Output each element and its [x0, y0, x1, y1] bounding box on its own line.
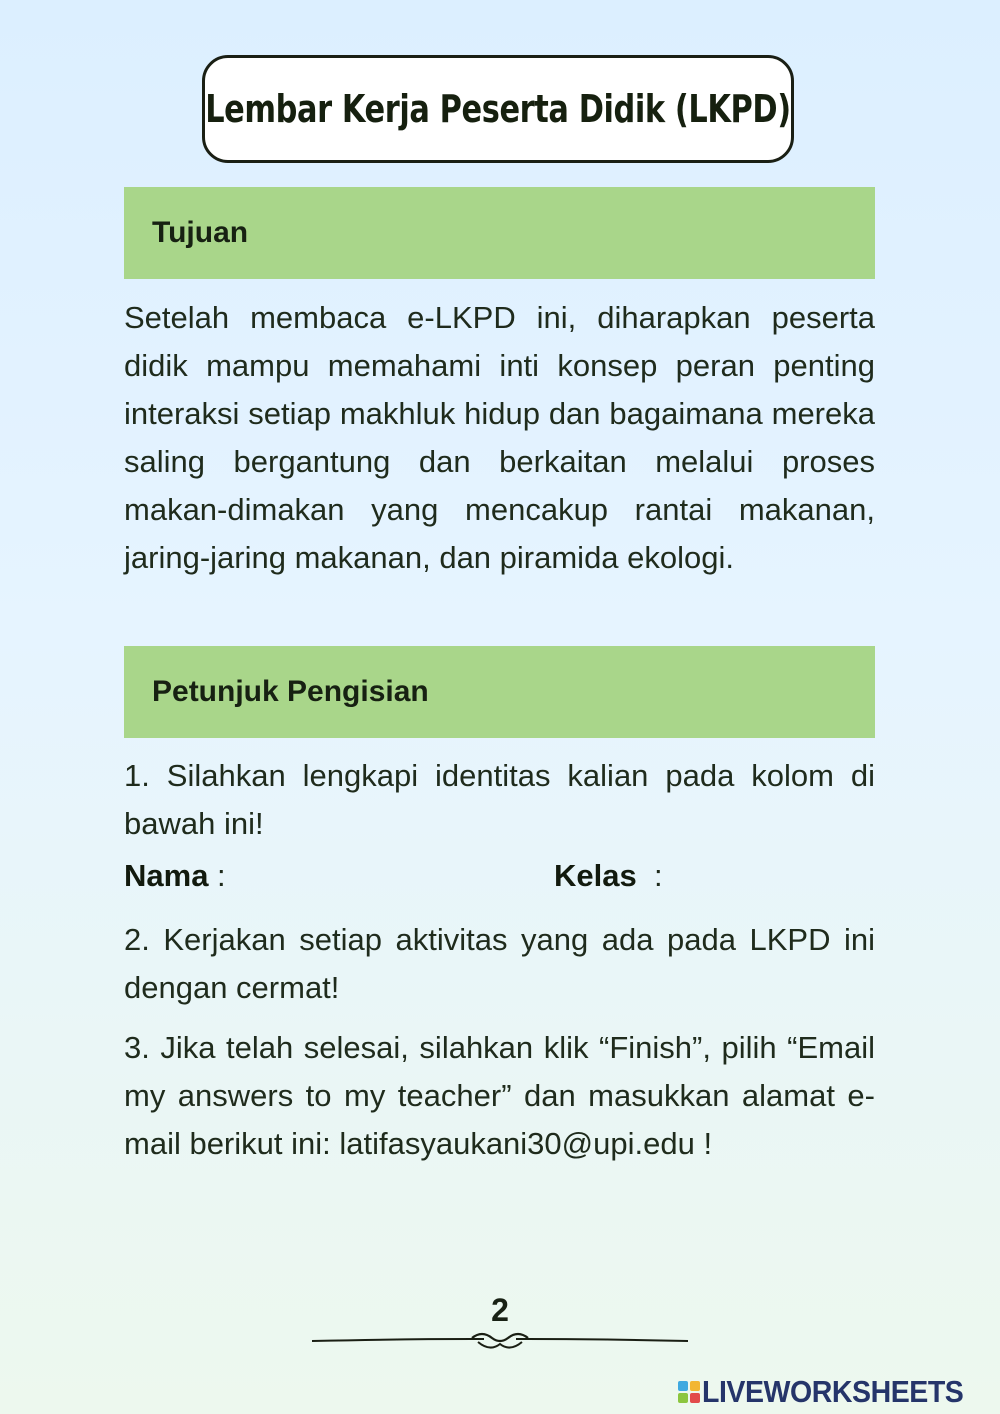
title-box	[202, 55, 794, 163]
instruction-step-2: 2. Kerjakan setiap aktivitas yang ada pada LKPD ini dengan cermat!	[124, 922, 875, 1005]
instruction-step-3: 3. Jika telah selesai, silahkan klik “Finish”, pilih “Email my answers to my teacher” dan masukkan alamat e-mail berikut ini: latifasyaukani30@upi.edu !	[124, 1030, 875, 1161]
section-header-tujuan	[124, 187, 875, 279]
ornament-divider-icon	[312, 1328, 688, 1354]
liveworksheets-brand-name: LIVEWORKSHEETS	[701, 1374, 964, 1409]
instruction-step-1: 1. Silahkan lengkapi identitas kalian pada kolom di bawah ini!	[124, 758, 875, 841]
page-number: 2	[491, 1292, 509, 1328]
class-field[interactable]	[554, 858, 663, 894]
class-separator: :	[636, 858, 663, 893]
liveworksheets-logo-icon	[678, 1381, 700, 1403]
name-separator: :	[208, 858, 226, 893]
name-label: Nama	[124, 858, 209, 893]
liveworksheets-logo	[678, 1374, 986, 1410]
class-label: Kelas	[554, 858, 637, 893]
name-field[interactable]	[124, 858, 226, 894]
section-heading-tujuan: Tujuan	[152, 216, 249, 249]
page-title: Lembar Kerja Peserta Didik (LKPD)	[205, 87, 791, 131]
section-heading-petunjuk: Petunjuk Pengisian	[152, 675, 429, 708]
tujuan-paragraph: Setelah membaca e-LKPD ini, diharapkan peserta didik mampu memahami inti konsep peran penting interaksi setiap makhluk hidup dan bagaimana mereka saling bergantung dan berkaitan melalui proses makan-dimakan yang mencakup rantai makanan, jaring-jaring makanan, dan piramida ekologi.	[124, 300, 875, 575]
section-header-petunjuk	[124, 646, 875, 738]
